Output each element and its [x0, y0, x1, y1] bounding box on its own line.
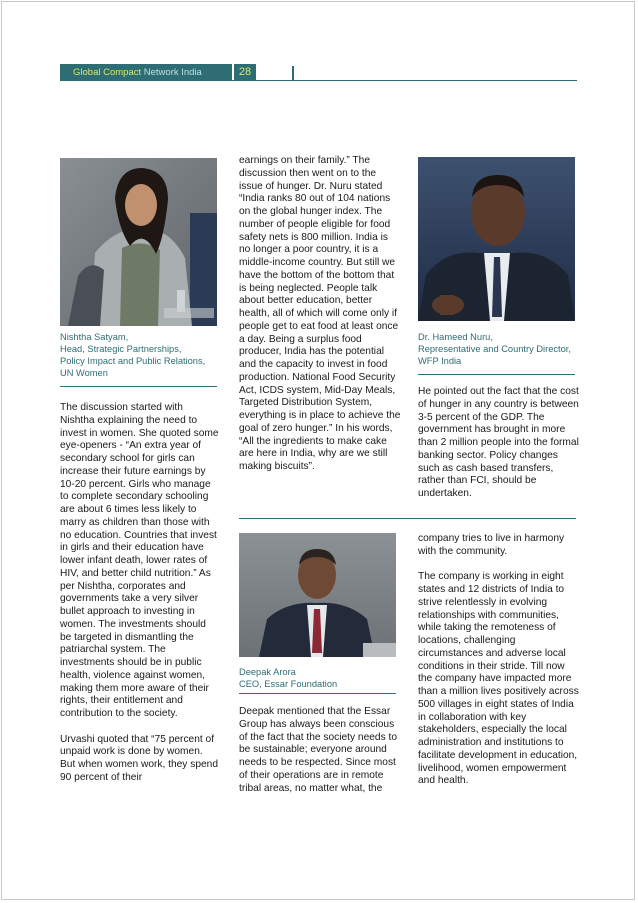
caption-nishtha: Nishtha Satyam, Head, Strategic Partnerships, Policy Impact and Public Relations, UN Women	[60, 332, 206, 378]
paragraph: earnings on their family.” The discussion then went on to the issue of hunger. Dr. Nuru stated “India ranks 80 out of 104 nations on the global hunger index. The number of people eligible for food safety nets is 800 million. India is no longer a poor country, it is a middle-income country. But still we have the bottom of the bottom that is being neglected. People talk about better education, better health, all of which will come only if people get to eat food at least once a day. Being a surplus food producer, India has the potential and the capacity to invest in food production. National Food Security Act, ICDS system, Mid-Day Meals, Targeted Distribution System, everything is in place to achieve the goal of zero hunger.” In his words, “All the ingredients to make cake are here in India, why are we still making biscuits”.	[239, 155, 401, 472]
photo-nishtha-satyam	[60, 158, 217, 326]
section-divider	[239, 518, 576, 519]
paragraph: He pointed out the fact that the cost of hunger in any country is between 3-5 percent of the GDP. The government has brought in more than 2 million people into the formal banking sector. Policy changes such as cash based transfers, rather than FCI, should be undertaken.	[418, 386, 579, 499]
article-column-left	[60, 402, 220, 785]
caption-nuru: Dr. Hameed Nuru, Representative and Country Director, WFP India	[418, 332, 571, 366]
caption-arora: Deepak Arora CEO, Essar Foundation	[239, 667, 338, 689]
article-column-right-lower	[418, 533, 580, 788]
paragraph: The company is working in eight states and 12 districts of India to strive relentlessly in evolving relationships with communities, while taking the remoteness of locations, challenging circumstances and adverse local conditions in their stride. Till now the company have impacted more than a million lives positively across 500 villages in eight states of India in collaboration with key stakeholders, especially the local administration and institutions to facilitate development in education, livelihood, women empowerment and health.	[418, 571, 579, 787]
page-number: 28	[234, 64, 256, 81]
header-bar	[60, 64, 232, 81]
photo-deepak-arora	[239, 533, 396, 657]
header-bracket	[292, 66, 294, 80]
paragraph: Urvashi quoted that “75 percent of unpaid work is done by women. But when women work, they spend 90 percent of their	[60, 733, 218, 783]
caption-rule-left	[60, 386, 217, 387]
article-column-right-upper	[418, 386, 580, 501]
article-column-middle-upper	[239, 155, 401, 474]
paragraph: company tries to live in harmony with the community.	[418, 533, 565, 557]
caption-rule-right	[418, 374, 575, 375]
article-column-middle-lower	[239, 706, 401, 795]
caption-rule-middle	[239, 693, 396, 694]
paragraph: Deepak mentioned that the Essar Group has always been conscious of the fact that the society needs to be sustainable; everyone around needs to be respected. Since most of their operations are in remote tribal areas, no matter what, the	[239, 706, 398, 794]
paragraph: The discussion started with Nishtha explaining the need to invest in women. She quoted some eye-openers - “An extra year of secondary school for girls can increase their future earnings by 10-20 percent. Girls who manage to complete secondary schooling are about 6 times less likely to marry as children than those with no education. Countries that invest in girls and their education have lower infant death, lower rates of HIV, and better child nutrition.” As per Nishtha, corporates and governments take a very silver bullet approach to investing in women. The investments should be targeted in dismantling the patriarchal system. The investments should be in public health, violence against women, making them more aware of their rights, their entitlement and contribution to the society.	[60, 402, 219, 719]
running-header	[60, 64, 577, 82]
photo-hameed-nuru	[418, 157, 575, 321]
publication-title: Global Compact Network India	[73, 67, 202, 78]
